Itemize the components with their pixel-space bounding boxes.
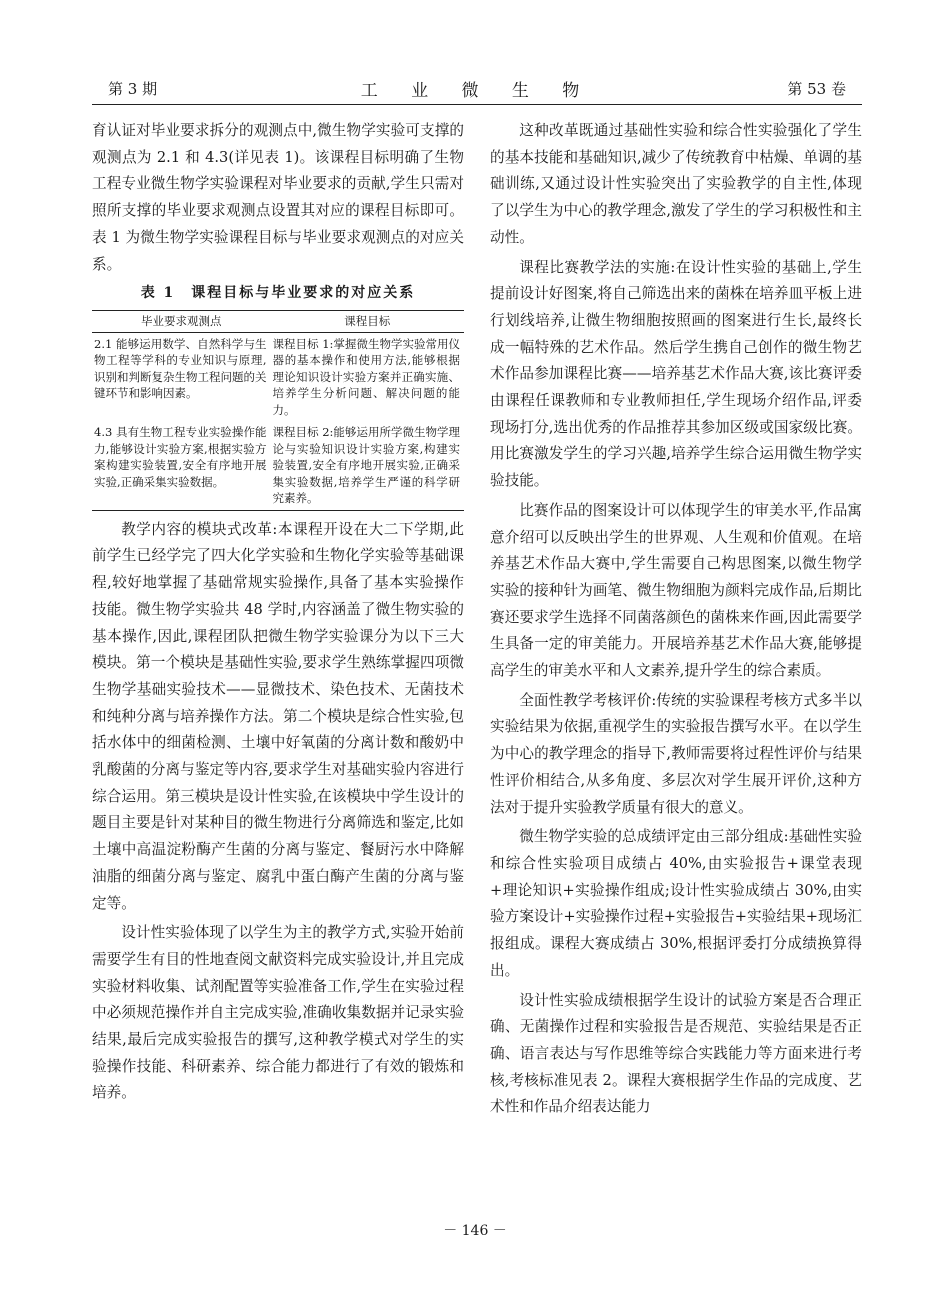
right-column (490, 118, 862, 1124)
table-cell: 2.1 能够运用数学、自然科学与生物工程等学科的专业知识与原理,识别和判断复杂生物工程问题的关键环节和影响因素。 (94, 336, 267, 401)
paragraph: 设计性实验体现了以学生为主的教学方式,实验开始前需要学生有目的性地查阅文献资料完成实验设计,并且完成实验材料收集、试剂配置等实验准备工作,学生在实验过程中必须规范操作并自主完成实验,准确收集数据并记录实验结果,最后完成实验报告的撰写,这种教学模式对学生的实验操作技能、科研素养、综合能力都进行了有效的锻炼和培养。 (92, 924, 464, 1102)
paragraph: 教学内容的模块式改革:本课程开设在大二下学期,此前学生已经学完了四大化学实验和生物化学实验等基础课程,较好地掌握了基础常规实验操作,具备了基本实验操作技能。微生物学实验共 48 学时,内容涵盖了微生物实验的基本操作,因此,课程团队把微生物学实验课分为以下三大模块。第一个模块是基础性实验,要求学生熟练掌握四项微生物学基础实验技术——显微技术、染色技术、无菌技术和纯种分离与培养操作方法。第二个模块是综合性实验,包括水体中的细菌检测、土壤中好氧菌的分离计数和酸奶中乳酸菌的分离与鉴定等内容,要求学生对基础实验内容进行综合运用。第三模块是设计性实验,在该模块中学生设计的题目主要是针对某种目的微生物进行分离筛选和鉴定,比如土壤中高温淀粉酶产生菌的分离与鉴定、餐厨污水中降解油脂的细菌分离与鉴定、腐乳中蛋白酶产生菌的分离与鉴定等。 (92, 520, 464, 912)
journal-title: 工 业 微 生 物 (360, 81, 594, 101)
page-number: － 146 － (443, 1223, 507, 1239)
table-row (92, 332, 464, 421)
table-cell: 课程目标 1:掌握微生物学实验常用仪器的基本操作和使用方法,能够根据理论知识设计实验方案并正确实施、培养学生分析问题、解决问题的能力。 (272, 336, 460, 417)
table-row (92, 421, 464, 510)
column-header: 毕业要求观测点 (92, 311, 271, 333)
paragraph: 比赛作品的图案设计可以体现学生的审美水平,作品寓意介绍可以反映出学生的世界观、人生观和价值观。在培养基艺术作品大赛中,学生需要自己构思图案,以微生物学实验的接种针为画笔、微生物细胞为颜料完成作品,后期比赛还要求学生选择不同菌落颜色的菌株来作画,因此需要学生具备一定的审美能力。开展培养基艺术作品大赛,能够提高学生的审美水平和人文素养,提升学生的综合素质。 (490, 501, 862, 680)
column-header: 课程目标 (271, 311, 464, 333)
running-header (92, 70, 862, 105)
paragraph: 课程比赛教学法的实施:在设计性实验的基础上,学生提前设计好图案,将自己筛选出来的菌株在培养皿平板上进行划线培养,让微生物细胞按照画的图案进行生长,最终长成一幅特殊的艺术作品。然后学生携自己创作的微生物艺术作品参加课程比赛——培养基艺术作品大赛,该比赛评委由课程任课教师和专业教师担任,学生现场介绍作品,评委现场打分,选出优秀的作品推荐其参加区级或国家级比赛。用比赛激发学生的学习兴趣,培养学生综合运用微生物学实验技能。 (490, 258, 862, 490)
paragraph: 设计性实验成绩根据学生设计的试验方案是否合理正确、无菌操作过程和实验报告是否规范、实验结果是否正确、语言表达与写作思维等综合实践能力等方面来进行考核,考核标准见表 2。课程大赛根据学生作品的完成度、艺术性和作品介绍表达能力 (490, 991, 862, 1116)
paragraph: 这种改革既通过基础性实验和综合性实验强化了学生的基本技能和基础知识,减少了传统教育中枯燥、单调的基础训练,又通过设计性实验突出了实验教学的自主性,体现了以学生为中心的教学理念,激发了学生的学习积极性和主动性。 (490, 122, 862, 246)
left-column (92, 118, 464, 1110)
table-1 (92, 310, 464, 511)
paragraph: 微生物学实验的总成绩评定由三部分组成:基础性实验和综合性实验项目成绩占 40%,由实验报告+课堂表现+理论知识+实验操作组成;设计性实验成绩占 30%,由实验方案设计+实验操作过程+实验报告+实验结果+现场汇报组成。课程大赛成绩占 30%,根据评委打分成绩换算得出。 (490, 828, 862, 979)
issue-number: 第 3 期 (108, 80, 158, 98)
table-cell: 4.3 具有生物工程专业实验操作能力,能够设计实验方案,根据实验方案构建实验装置,安全有序地开展实验,正确采集实验数据。 (92, 421, 271, 510)
paragraph: 全面性教学考核评价:传统的实验课程考核方式多半以实验结果为依据,重视学生的实验报告撰写水平。在以学生为中心的教学理念的指导下,教师需要将过程性评价与结果性评价相结合,从多角度、多层次对学生展开评价,这种方法对于提升实验教学质量有很大的意义。 (490, 691, 862, 816)
table-cell: 课程目标 2:能够运用所学微生物学理论与实验知识设计实验方案,构建实验装置,安全有序地开展实验,正确采集实验数据,培养学生严谨的科学研究素养。 (271, 421, 464, 510)
volume-number: 第 53 卷 (787, 80, 846, 98)
table-caption: 表 1 课程目标与毕业要求的对应关系 (140, 285, 416, 302)
paragraph: 育认证对毕业要求拆分的观测点中,微生物学实验可支撑的观测点为 2.1 和 4.3(详见表 1)。该课程目标明确了生物工程专业微生物学实验课程对毕业要求的贡献,学生只需对照所支撑的毕业要求观测点设置其对应的课程目标即可。表 1 为微生物学实验课程目标与毕业要求观测点的对应关系。 (92, 122, 464, 273)
table-header-row (92, 311, 464, 333)
